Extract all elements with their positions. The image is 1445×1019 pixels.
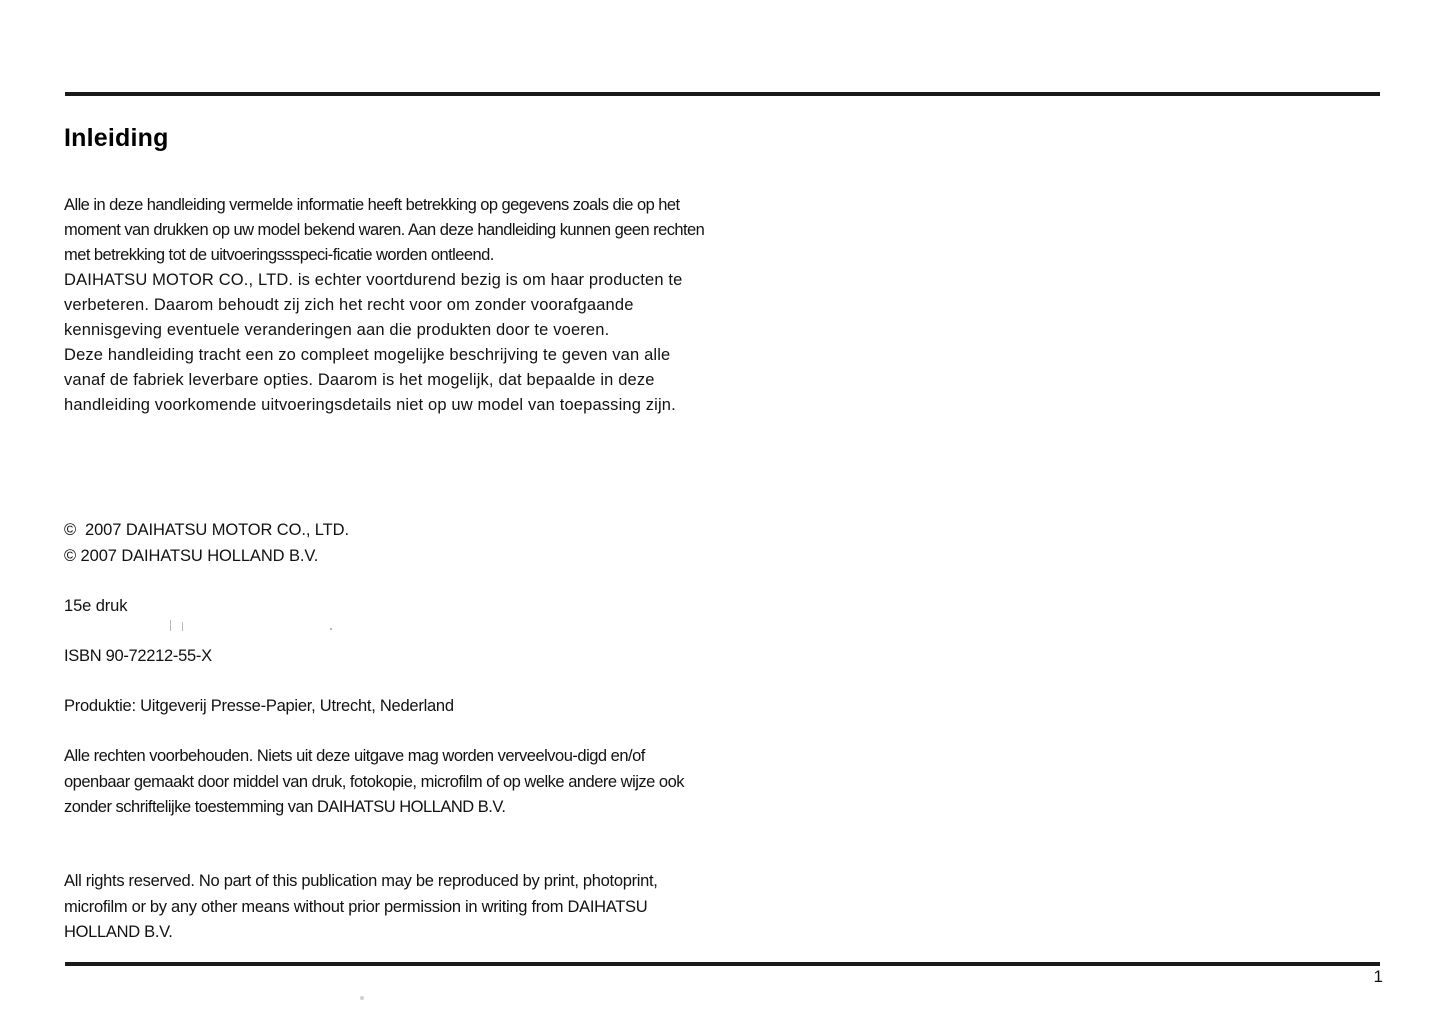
rights-dutch: Alle rechten voorbehouden. Niets uit deze uitgave mag worden verveelvou-digd en/of openbaar gemaakt door middel van druk, fotokopie, microfilm of op welke andere wijze ook zonder schriftelijke toestemming van DAIHATSU HOLLAND B.V. bbox=[64, 747, 685, 816]
edition-text: 15e druk bbox=[64, 597, 128, 615]
scan-artifact bbox=[170, 620, 171, 631]
copyright-line-2: © 2007 DAIHATSU HOLLAND B.V. bbox=[64, 547, 319, 565]
page-number: 1 bbox=[1373, 967, 1383, 986]
scan-artifact bbox=[330, 628, 332, 630]
scan-artifact bbox=[360, 996, 364, 1000]
copyright-line-1: © 2007 DAIHATSU MOTOR CO., LTD. bbox=[64, 521, 349, 539]
header-divider bbox=[65, 92, 1380, 96]
intro-paragraphs bbox=[64, 193, 714, 418]
intro-paragraph-2: DAIHATSU MOTOR CO., LTD. is echter voortdurend bezig is om haar producten te verbeteren. Daarom behoudt zij zich het recht voor om zonder voorafgaande kennisgeving eventuele veranderingen aan die produkten door te voeren. bbox=[64, 271, 683, 339]
footer-divider bbox=[65, 962, 1380, 966]
isbn-text: ISBN 90-72212-55-X bbox=[64, 647, 212, 665]
intro-paragraph-3: Deze handleiding tracht een zo compleet mogelijke beschrijving te geven van alle vanaf de fabriek leverbare opties. Daarom is het mogelijk, dat bepaalde in deze handleiding voorkomende uitvoeringsdetails niet op uw model van toepassing zijn. bbox=[64, 346, 676, 414]
page-title: Inleiding bbox=[64, 123, 169, 152]
intro-paragraph-1: Alle in deze handleiding vermelde informatie heeft betrekking op gegevens zoals die op het moment van drukken op uw model bekend waren. Aan deze handleiding kunnen geen rechten met betrekking tot de uitvoeringssspeci-ficatie worden ontleend. bbox=[64, 196, 705, 264]
scan-artifact bbox=[182, 622, 183, 631]
rights-english: All rights reserved. No part of this publication may be reproduced by print, photoprint, microfilm or by any other means without prior permission in writing from DAIHATSU HOLLAND B.V. bbox=[64, 872, 658, 941]
copyright-block bbox=[64, 517, 714, 569]
production-text: Produktie: Uitgeverij Presse-Papier, Utrecht, Nederland bbox=[64, 697, 454, 715]
